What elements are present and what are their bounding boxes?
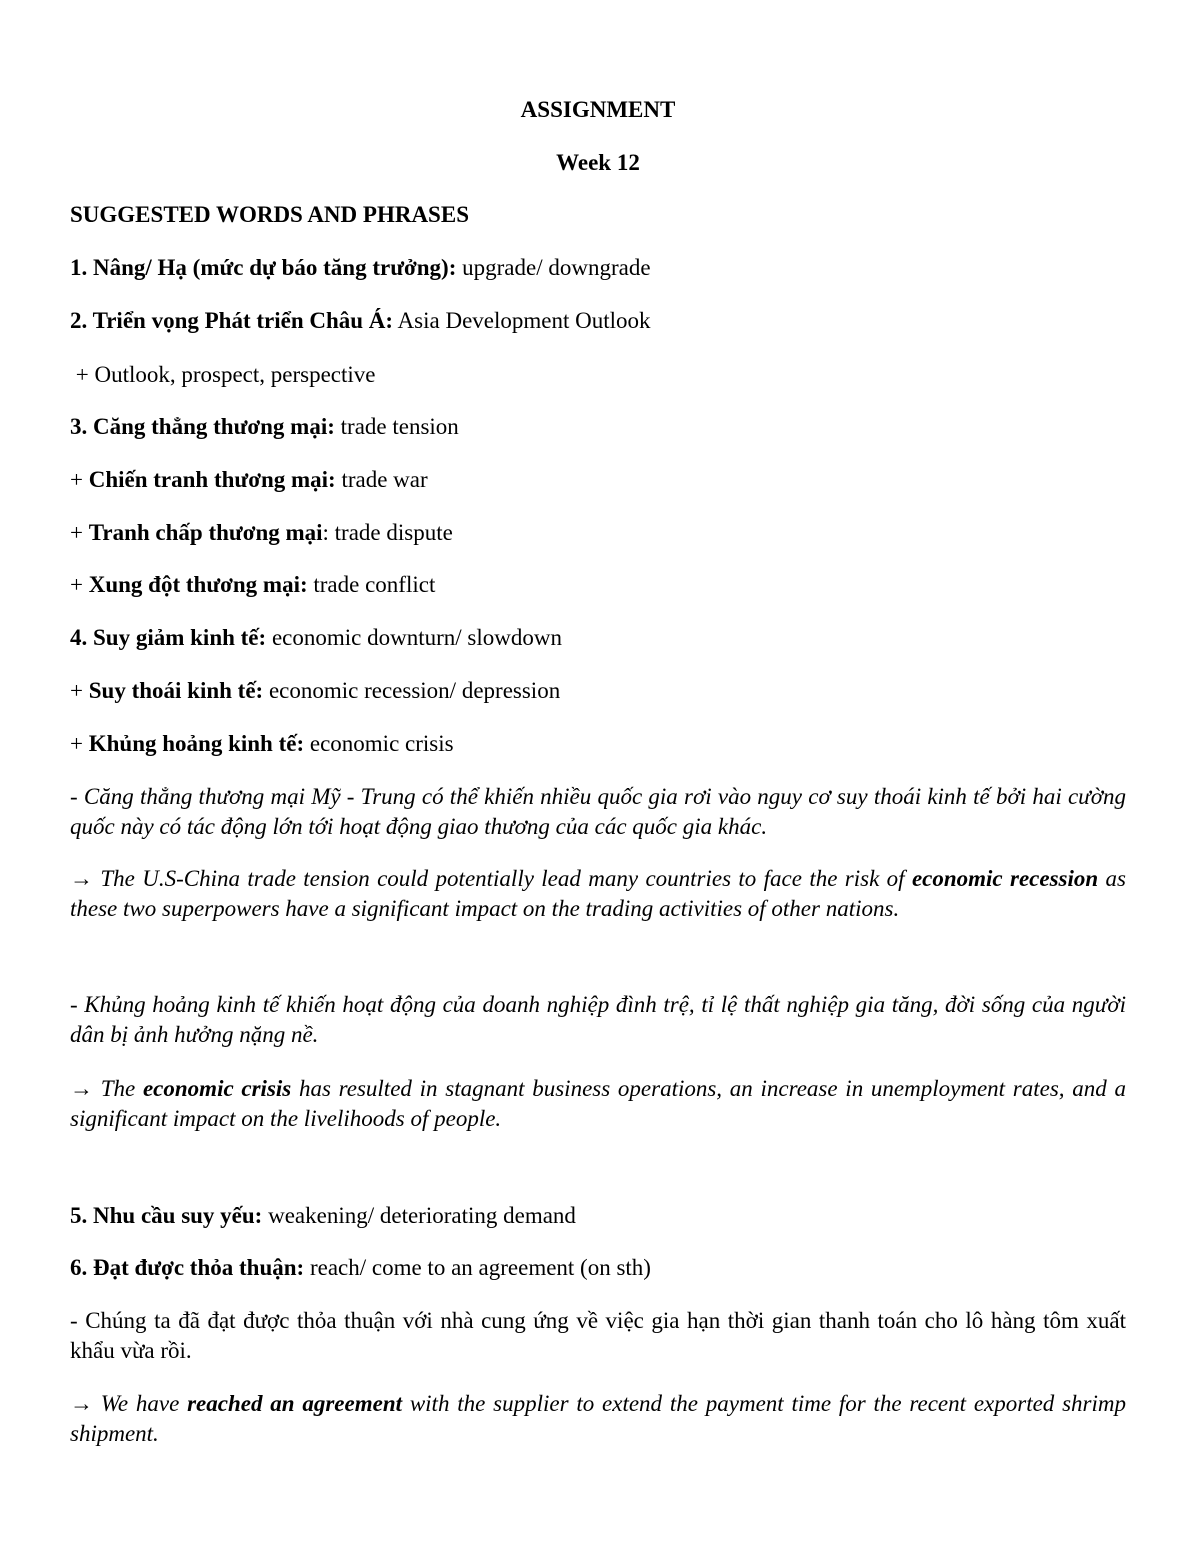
vocab-term: 1. Nâng/ Hạ (mức dự báo tăng trưởng): <box>70 255 457 280</box>
vocab-translation: trade tension <box>334 414 459 439</box>
bullet-prefix: + <box>70 572 89 597</box>
document-title: ASSIGNMENT <box>520 97 676 122</box>
vocab-item-2-synonyms: + Outlook, prospect, perspective <box>70 362 376 387</box>
section-heading: SUGGESTED WORDS AND PHRASES <box>70 202 469 227</box>
bullet-prefix: + <box>70 520 89 545</box>
vocab-translation: economic crisis <box>304 731 454 756</box>
vocab-term: 3. Căng thẳng thương mại: <box>70 414 335 439</box>
vocab-term: Tranh chấp thương mại <box>88 520 323 545</box>
vocab-translation: Asia Development Outlook <box>393 308 651 333</box>
vocab-term: 4. Suy giảm kinh tế: <box>70 625 267 650</box>
vocab-term: Xung đột thương mại: <box>88 572 308 597</box>
vocab-item-2 <box>70 307 651 335</box>
vocab-translation: economic downturn/ slowdown <box>266 625 562 650</box>
vocab-translation: upgrade/ downgrade <box>456 255 651 280</box>
example-text: with the supplier to extend the payment time for the recent exported shrimp shipment. <box>70 1391 1126 1446</box>
vocab-term: 6. Đạt được thỏa thuận: <box>70 1255 305 1280</box>
example-highlight: reached an agreement <box>187 1391 403 1416</box>
vocab-term: Chiến tranh thương mại: <box>88 467 336 492</box>
bullet-prefix: + <box>70 678 89 703</box>
example-highlight: economic crisis <box>142 1076 292 1101</box>
vocab-item-6 <box>70 1254 651 1282</box>
vocab-translation: weakening/ deteriorating demand <box>262 1203 576 1228</box>
vocab-item-4 <box>70 624 562 652</box>
vocab-translation: : trade dispute <box>322 520 453 545</box>
example-1-english <box>70 864 1126 924</box>
example-2-english <box>70 1074 1126 1134</box>
vocab-item-3-sub-2 <box>70 519 453 547</box>
example-2-vietnamese: - Khủng hoảng kinh tế khiến hoạt động của doanh nghiệp đình trệ, tỉ lệ thất nghiệp gia tăng, đời sống của người dân bị ảnh hưởng nặng nề. <box>70 992 1126 1047</box>
example-3-vietnamese: - Chúng ta đã đạt được thỏa thuận với nhà cung ứng về việc gia hạn thời gian thanh toán cho lô hàng tôm xuất khẩu vừa rồi. <box>70 1308 1126 1363</box>
vocab-translation: trade war <box>335 467 428 492</box>
vocab-item-3 <box>70 413 459 441</box>
vocab-translation: trade conflict <box>307 572 436 597</box>
example-text: → The <box>70 1076 143 1101</box>
example-text: as these two superpowers have a significant impact on the trading activities of other nations. <box>70 866 1126 921</box>
example-text: → We have <box>70 1391 188 1416</box>
example-text: has resulted in stagnant business operations, an increase in unemployment rates, and a significant impact on the livelihoods of people. <box>70 1076 1126 1131</box>
vocab-item-4-sub-2 <box>70 730 454 758</box>
vocab-item-3-sub-1 <box>70 466 428 494</box>
vocab-term: 2. Triển vọng Phát triển Châu Á: <box>70 308 394 333</box>
vocab-term: Suy thoái kinh tế: <box>88 678 264 703</box>
vocab-item-3-sub-3 <box>70 571 435 599</box>
example-1-vietnamese: - Căng thẳng thương mại Mỹ - Trung có thể khiến nhiều quốc gia rơi vào nguy cơ suy thoái kinh tế bởi hai cường quốc này có tác động lớn tới hoạt động giao thương của các quốc gia khác. <box>70 784 1126 839</box>
vocab-item-4-sub-1 <box>70 677 560 705</box>
example-3-english <box>70 1389 1126 1449</box>
vocab-term: Khủng hoảng kinh tế: <box>88 731 305 756</box>
vocab-item-5 <box>70 1202 576 1230</box>
vocab-term: 5. Nhu cầu suy yếu: <box>70 1203 263 1228</box>
vocab-item-1 <box>70 254 651 282</box>
bullet-prefix: + <box>70 731 89 756</box>
vocab-translation: economic recession/ depression <box>263 678 561 703</box>
vocab-translation: reach/ come to an agreement (on sth) <box>304 1255 651 1280</box>
bullet-prefix: + <box>70 467 89 492</box>
document-subtitle: Week 12 <box>556 150 640 175</box>
example-highlight: economic recession <box>911 866 1099 891</box>
example-text: → The U.S-China trade tension could potentially lead many countries to face the risk of <box>70 866 912 891</box>
